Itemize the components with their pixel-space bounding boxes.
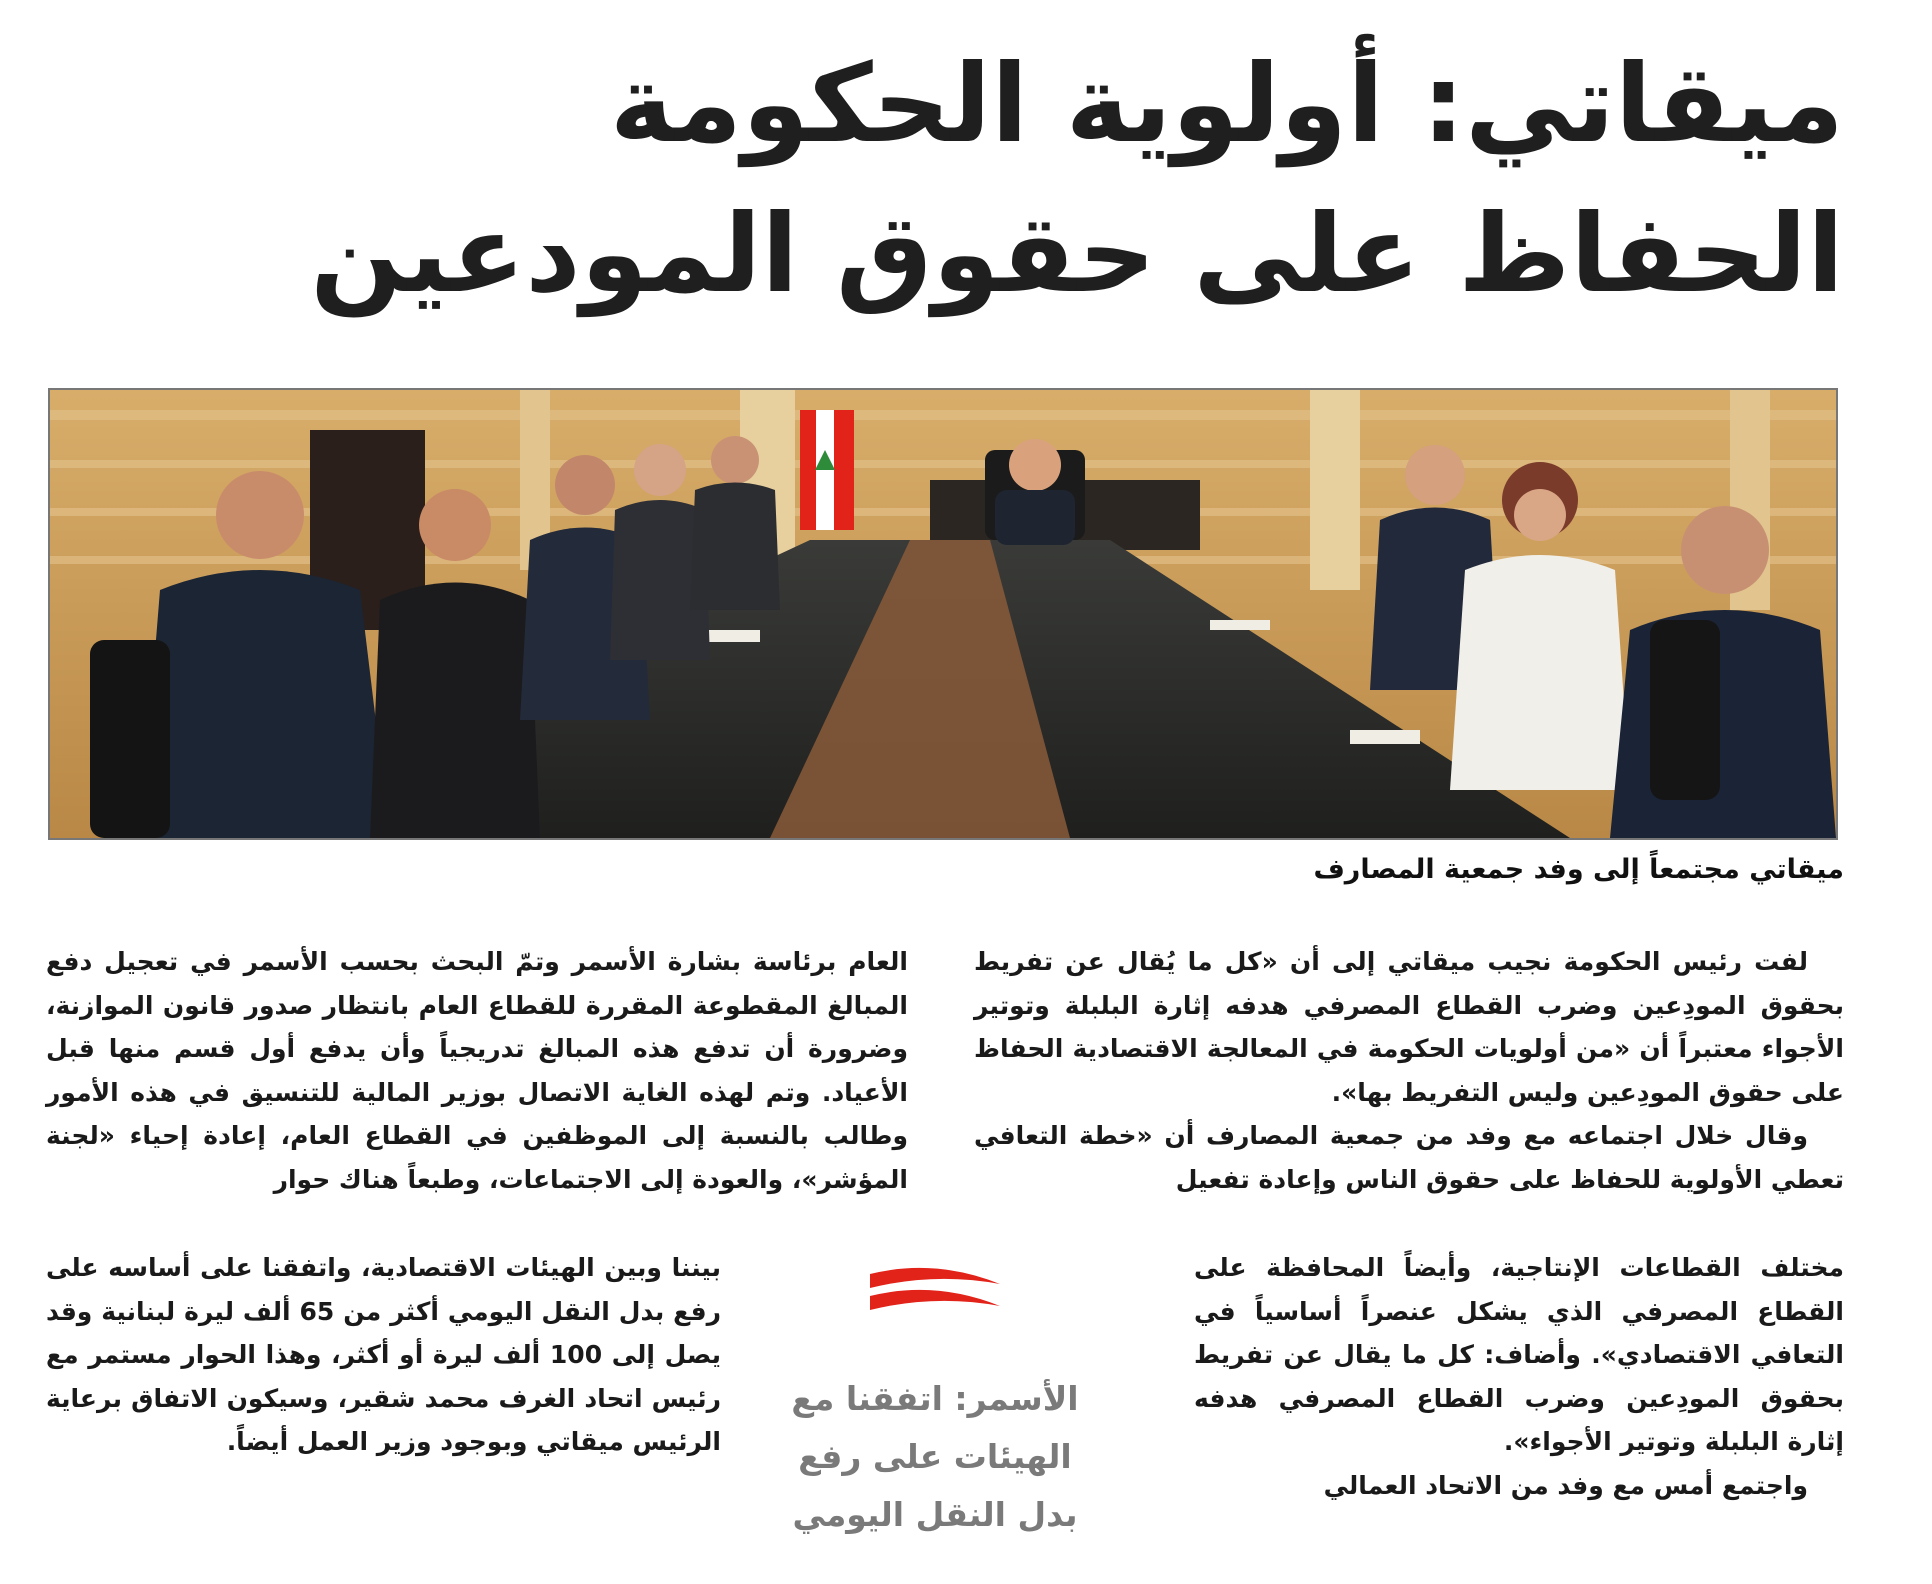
meeting-photo xyxy=(48,388,1838,840)
article-paragraph-2-continued: مختلف القطاعات الإنتاجية، وأيضاً المحافظة على القطاع المصرفي الذي يشكل عنصراً أساسياً في التعافي الاقتصادي». وأضاف: كل ما يقال عن تفريط بحقوق المودِعين وضرب القطاع المصرفي هدفه إثارة البلبلة وتوتير الأجواء». xyxy=(1194,1253,1844,1456)
photo-caption: ميقاتي مجتمعاً إلى وفد جمعية المصارف xyxy=(1313,854,1844,885)
headline-line-1: ميقاتي: أولوية الحكومة xyxy=(609,42,1844,167)
article-paragraph-2: وقال خلال اجتماعه مع وفد من جمعية المصارف أن «خطة التعافي تعطي الأولوية للحفاظ على حقوق الناس وإعادة تفعيل xyxy=(974,1121,1844,1194)
headline xyxy=(310,30,1844,330)
article-right-column xyxy=(974,940,1844,1201)
pull-quote-text: الأسمر: اتفقنا مع الهيئات على رفع بدل النقل اليومي xyxy=(791,1379,1079,1534)
article-left-column xyxy=(46,940,908,1201)
article-paragraph-1: لفت رئيس الحكومة نجيب ميقاتي إلى أن «كل ما يُقال عن تفريط بحقوق المودِعين وضرب القطاع المصرفي هدفه إثارة البلبلة وتوتير الأجواء معتبراً أن «من أولويات الحكومة في المعالجة الاقتصادية الحفاظ على حقوق المودِعين وليس التفريط بها». xyxy=(974,947,1844,1107)
lebanon-flag-waves-icon xyxy=(860,1262,1010,1332)
article-right-column-continued xyxy=(1194,1246,1844,1507)
headline-line-2: الحفاظ على حقوق المودعين xyxy=(310,192,1844,317)
pull-quote xyxy=(765,1262,1105,1544)
article-paragraph-4-continued: بيننا وبين الهيئات الاقتصادية، واتفقنا على أساسه على رفع بدل النقل اليومي أكثر من 65 ألف ليرة لبنانية وقد يصل إلى 100 ألف ليرة أو أكثر، وهذا الحوار مستمر مع رئيس اتحاد الغرف محمد شقير، وسيكون الاتفاق برعاية الرئيس ميقاتي وبوجود وزير العمل أيضاً. xyxy=(46,1253,722,1456)
meeting-photo-illustration xyxy=(50,390,1836,838)
article-left-column-continued xyxy=(46,1246,721,1464)
article-paragraph-3: واجتمع أمس مع وفد من الاتحاد العمالي xyxy=(1323,1470,1808,1500)
article-paragraph-4: العام برئاسة بشارة الأسمر وتمّ البحث بحسب الأسمر في تعجيل دفع المبالغ المقطوعة المقررة للقطاع العام بانتظار صدور قانون الموازنة، وضرورة أن تدفع هذه المبالغ تدريجياً وأن يدفع أول قسم منها قبل الأعياد. وتم لهذه الغاية الاتصال بوزير المالية للتنسيق في هذه الأمور وطالب بالنسبة إلى الموظفين في القطاع العام، إعادة إحياء «لجنة المؤشر»، والعودة إلى الاجتماعات، وطبعاً هناك حوار xyxy=(46,947,908,1194)
